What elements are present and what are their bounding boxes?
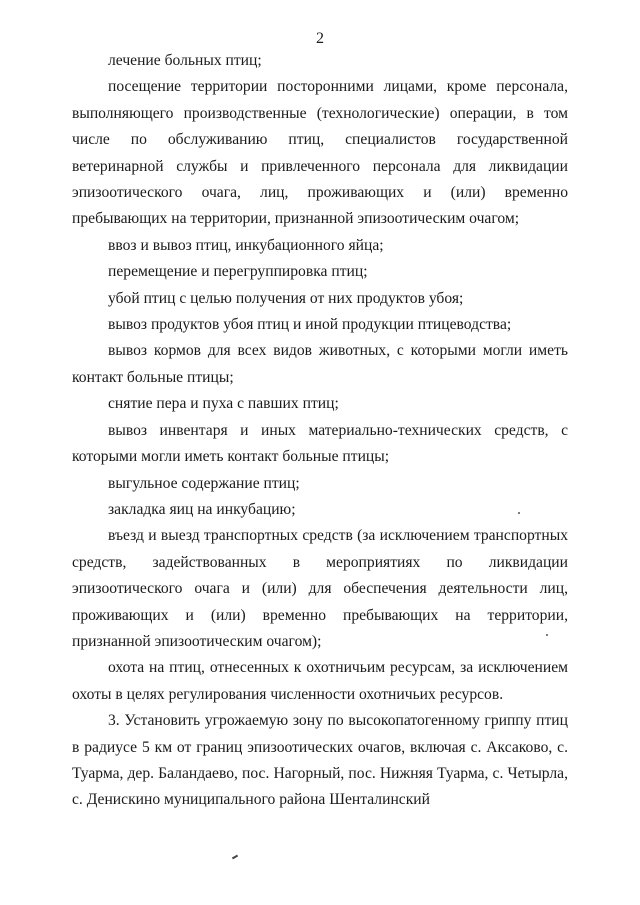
- paragraph-2: посещение территории посторонними лицами, кроме персонала, выполняющего производственные (технологические) операции, в том числе по обслуживанию птиц, специалистов государственной ветеринарной службы и привлеченного персонала для ликвидации эпизоотического очага, лиц, проживающих и (или) временно пребывающих на территории, признанной эпизоотическим очагом;: [72, 78, 568, 228]
- scan-speck: [546, 634, 548, 636]
- paragraph-4: перемещение и перегруппировка птиц;: [108, 263, 368, 281]
- paragraph-6: вывоз продуктов убоя птиц и иной продукции птицеводства;: [108, 316, 512, 334]
- paragraph-9: вывоз инвентаря и иных материально-технических средств, с которыми могли иметь контакт больные птицы;: [72, 421, 568, 466]
- paragraph-10: выгульное содержание птиц;: [108, 474, 300, 492]
- paragraph-12: въезд и выезд транспортных средств (за исключением транспортных средств, задействованных в мероприятиях по ликвидации эпизоотического очага и (или) для обеспечения деятельности лиц, проживающих и (или) временно пребывающих на территории, признанной эпизоотическим очагом);: [72, 527, 568, 650]
- paragraph-14: 3. Установить угрожаемую зону по высокопатогенному гриппу птиц в радиусе 5 км от границ эпизоотических очагов, включая с. Аксаково, с. Туарма, дер. Баландаево, пос. Нагорный, пос. Нижняя Туарма, с. Четырла, с. Денискино муниципального района Шенталинский: [72, 712, 568, 809]
- scan-speck: [518, 512, 520, 514]
- paragraph-3: ввоз и вывоз птиц, инкубационного яйца;: [108, 236, 384, 254]
- paragraph-13: охота на птиц, отнесенных к охотничьим ресурсам, за исключением охоты в целях регулирования численности охотничьих ресурсов.: [72, 659, 568, 703]
- paragraph-7: вывоз кормов для всех видов животных, с которыми могли иметь контакт больные птицы;: [72, 342, 568, 386]
- paragraph-8: снятие пера и пуха с павших птиц;: [108, 395, 339, 413]
- paragraph-5: убой птиц с целью получения от них продуктов убоя;: [108, 289, 464, 307]
- scan-mark: [232, 855, 238, 860]
- page-number: 2: [316, 30, 324, 47]
- paragraph-1: лечение больных птиц;: [108, 52, 262, 69]
- paragraph-11: закладка яиц на инкубацию;: [108, 500, 296, 518]
- document-body: [72, 48, 568, 814]
